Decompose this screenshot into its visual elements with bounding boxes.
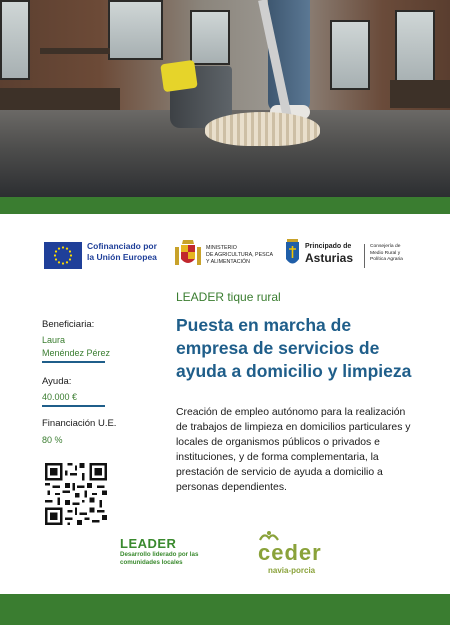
ceder-subtitle: navia-porcia <box>268 566 316 575</box>
hero-window <box>330 20 370 90</box>
aid-label: Ayuda: <box>42 376 72 387</box>
hero-window <box>190 10 230 65</box>
yellow-cloth <box>160 60 198 92</box>
beneficiary-label: Beneficiaria: <box>42 319 95 330</box>
consejeria-text: Consejería de Medio Rural y Política Agraria <box>370 244 403 262</box>
project-description: Creación de empleo autónomo para la realización de trabajos de limpieza en domicilios particulares y locales de organismos públicos o privados e instituciones, y de forma complementaria, la prestación de servicio de ayuda a domicilio a personas dependientes. <box>176 407 411 494</box>
divider <box>42 361 105 363</box>
logo-strip <box>0 232 450 280</box>
leader-logo: LEADER <box>120 536 177 551</box>
eu-funding-value: 80 % <box>42 435 63 445</box>
aid-value: 40.000 € <box>42 392 78 402</box>
beneficiary-first-name: Laura <box>42 335 66 345</box>
ceder-logo: ceder <box>258 540 322 565</box>
mop-head <box>205 112 320 146</box>
tagline: LEADER tique rural <box>176 290 281 304</box>
divider <box>42 405 105 407</box>
eu-stars <box>44 242 82 269</box>
eu-flag-icon <box>44 242 82 269</box>
hero-window <box>108 0 163 60</box>
qr-code[interactable] <box>45 463 107 525</box>
hero-shelf <box>40 48 110 54</box>
asturias-name-text: Asturias <box>305 251 354 265</box>
ministry-text: MINISTERIO DE AGRICULTURA, PESCA Y ALIMENTACIÓN <box>206 245 274 265</box>
top-green-band <box>0 197 450 214</box>
asturias-crest-icon <box>283 239 302 269</box>
hero-sofa <box>390 80 450 108</box>
beneficiary-surname: Menéndez Pérez <box>42 348 111 358</box>
hero-window <box>0 0 30 80</box>
leader-subtitle: Desarrollo liderado por las comunidades locales <box>120 551 199 566</box>
hero-counter <box>0 88 120 110</box>
hero-photo <box>0 0 450 197</box>
eu-funding-label: Financiación U.E. <box>42 418 117 429</box>
eu-cofinancing-text: Cofinanciado por la Unión Europea <box>87 241 157 262</box>
hero-window <box>395 10 435 85</box>
logo-divider <box>364 244 365 268</box>
spain-crest-icon <box>173 239 203 271</box>
page-title: Puesta en marcha de empresa de servicios de ayuda a domicilio y limpieza <box>176 315 412 381</box>
bottom-green-band <box>0 594 450 625</box>
asturias-principado-text: Principado de <box>305 243 352 250</box>
